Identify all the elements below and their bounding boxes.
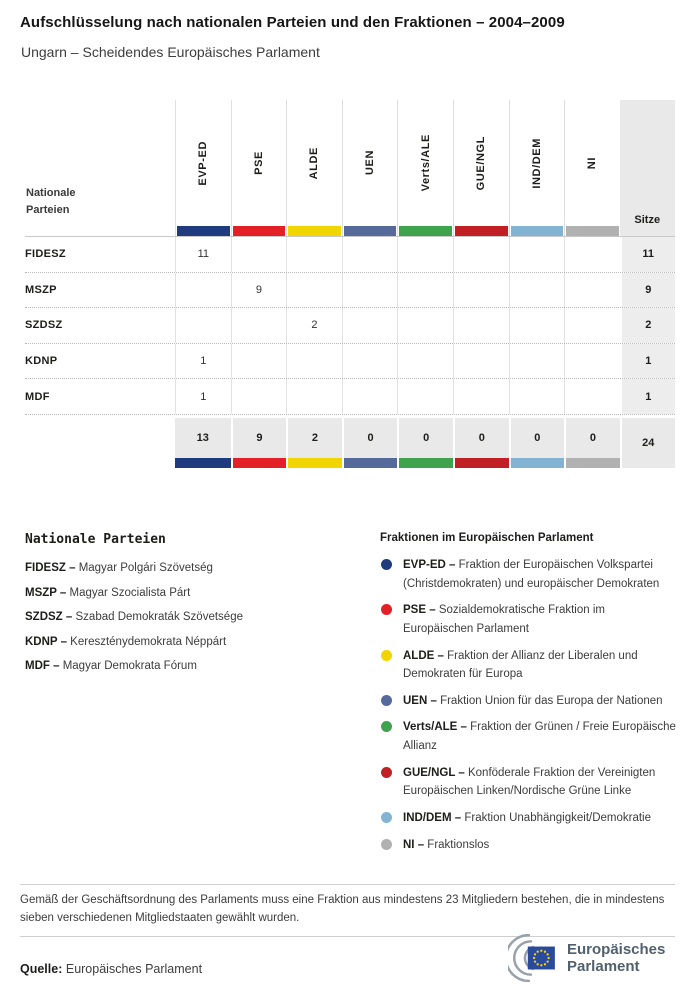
faction-legend-item: EVP-ED – Fraktion der Europäischen Volkspartei (Christdemokraten) und europäischer Demokraten [380,556,677,593]
value-cell [175,273,231,308]
table-row-szdsz [25,307,675,343]
page-subtitle: Ungarn – Scheidendes Europäisches Parlament [21,44,320,60]
seat-count-cell: 2 [620,308,675,343]
european-parliament-logo [508,934,665,982]
faction-column-label: Verts/ALE [419,134,432,192]
column-header-seats [620,100,675,236]
value-cell [397,273,453,308]
value-cell [342,344,398,379]
value-cell: 9 [231,273,287,308]
total-value: 0 [589,431,597,444]
faction-color-dot [381,650,392,661]
value-cell [453,308,509,343]
value-cell [397,344,453,379]
faction-legend-item: NI – Fraktionslos [380,836,677,855]
value-cell [231,379,287,414]
logo-wordmark: Europäisches Parlament [567,940,666,975]
value-cell [342,308,398,343]
total-value: 9 [256,431,263,444]
value-cell [564,237,620,272]
party-name: MDF [25,390,50,403]
value-cell [286,273,342,308]
value-cell [509,237,565,272]
total-value: 0 [367,431,374,444]
value-cell [453,344,509,379]
faction-color-dot [381,559,392,570]
factions-legend-heading: Fraktionen im Europäischen Parlament [380,532,594,544]
faction-column-label: EVP-ED [197,140,210,186]
table-corner-cell [25,100,175,236]
value-cell [453,273,509,308]
faction-color-bar [566,458,620,468]
faction-column-label: UEN [364,150,377,176]
source-value: Europäisches Parlament [65,962,203,976]
national-parties-legend [25,532,355,684]
column-header-evp-ed [175,100,231,236]
faction-color-dot [381,812,392,823]
national-parties-heading: Nationale Parteien [25,532,166,547]
column-header-gue-ngl [453,100,509,236]
column-header-ind-dem [509,100,565,236]
seats-table [25,100,675,468]
seat-count-cell: 1 [620,379,675,414]
value-cell [231,308,287,343]
value-cell [397,379,453,414]
factions-legend [380,532,677,862]
party-name: KDNP [25,355,58,368]
value-cell [397,308,453,343]
faction-color-dot [381,604,392,615]
footnote: Gemäß der Geschäftsordnung des Parlaments muss eine Fraktion aus mindestens 23 Mitgliedern bestehen, die in mindestens sieben verschiedenen Mitgliedstaaten gewählt wurden. [20,894,665,924]
faction-column-label: NI [586,156,599,170]
faction-color-bar [288,458,342,468]
value-cell [453,379,509,414]
faction-color-bar [511,226,564,236]
faction-color-bar [566,226,619,236]
value-cell [509,308,565,343]
faction-color-bar [288,226,341,236]
faction-color-bar [455,458,509,468]
total-value: 0 [534,431,541,444]
party-name: FIDESZ [25,248,66,261]
column-header-ni [564,100,620,236]
faction-color-bar [344,226,397,236]
value-cell [231,344,287,379]
value-cell [286,379,342,414]
divider [20,884,675,885]
value-cell [286,344,342,379]
faction-column-label: IND/DEM [530,137,543,189]
faction-legend-item: PSE – Sozialdemokratische Fraktion im Europäischen Parlament [380,601,677,638]
column-header-alde [286,100,342,236]
faction-color-dot [381,695,392,706]
faction-color-dot [381,721,392,732]
faction-color-bar [233,458,287,468]
totals-empty-cell [25,418,175,468]
value-cell [564,344,620,379]
seat-count-cell: 1 [620,344,675,379]
party-legend-item: KDNP – Kereszténydemokrata Néppárt [25,635,227,648]
value-cell [564,273,620,308]
faction-color-bar [399,226,452,236]
table-header-row [25,100,675,237]
corner-label: Nationale Parteien [26,186,76,217]
table-totals-row [25,414,675,468]
faction-color-bar [511,458,565,468]
faction-color-bar [399,458,453,468]
table-row-mszp [25,272,675,308]
faction-legend-item: Verts/ALE – Fraktion der Grünen / Freie Europäische Allianz [380,718,677,755]
value-cell [509,379,565,414]
faction-legend-item: IND/DEM – Fraktion Unabhängigkeit/Demokratie [380,809,677,828]
faction-legend-item: ALDE – Fraktion der Allianz der Liberalen und Demokraten für Europa [380,647,677,684]
seats-column-label: Sitze [634,214,661,226]
value-cell [286,237,342,272]
ep-hemicycle-icon [508,934,558,982]
value-cell: 2 [286,308,342,343]
source-label: Quelle: [20,962,63,976]
faction-legend-item: GUE/NGL – Konföderale Fraktion der Vereinigten Europäischen Linken/Nordische Grüne Linke [380,764,677,801]
page-title: Aufschlüsselung nach nationalen Parteien und den Fraktionen – 2004–2009 [20,14,565,31]
faction-color-dot [381,839,392,850]
value-cell [397,237,453,272]
seat-count-cell: 11 [620,237,675,272]
value-cell [509,273,565,308]
faction-column-label: PSE [252,151,265,175]
value-cell [342,379,398,414]
faction-column-label: ALDE [308,146,321,180]
value-cell [342,273,398,308]
party-legend-item: MSZP – Magyar Szocialista Párt [25,586,191,599]
total-value: 0 [423,431,430,444]
value-cell: 1 [175,344,231,379]
table-row-mdf [25,378,675,414]
total-value: 2 [311,431,319,444]
table-row-kdnp [25,343,675,379]
faction-color-bar [344,458,398,468]
faction-color-bar [177,226,230,236]
party-name: MSZP [25,283,57,296]
value-cell [453,237,509,272]
value-cell [564,308,620,343]
value-cell [175,308,231,343]
column-header-uen [342,100,398,236]
faction-column-label: GUE/NGL [475,135,488,191]
total-value: 13 [196,431,209,444]
seat-count-cell: 9 [620,273,675,308]
party-legend-item: MDF – Magyar Demokrata Fórum [25,660,197,673]
column-header-verts-ale [397,100,453,236]
table-row-fidesz [25,237,675,272]
total-value: 0 [478,431,485,444]
column-header-pse [231,100,287,236]
party-legend-item: FIDESZ – Magyar Polgári Szövetség [25,562,213,574]
faction-color-dot [381,767,392,778]
faction-color-bar [175,458,231,468]
seats-total: 24 [620,418,675,468]
value-cell: 1 [175,379,231,414]
value-cell [509,344,565,379]
value-cell [231,237,287,272]
source-line [20,962,202,976]
party-name: SZDSZ [25,319,63,332]
party-legend-item: SZDSZ – Szabad Demokraták Szövetsége [25,611,243,624]
faction-color-bar [233,226,286,236]
value-cell [564,379,620,414]
value-cell: 11 [175,237,231,272]
value-cell [342,237,398,272]
faction-legend-item: UEN – Fraktion Union für das Europa der Nationen [380,692,677,711]
faction-color-bar [455,226,508,236]
